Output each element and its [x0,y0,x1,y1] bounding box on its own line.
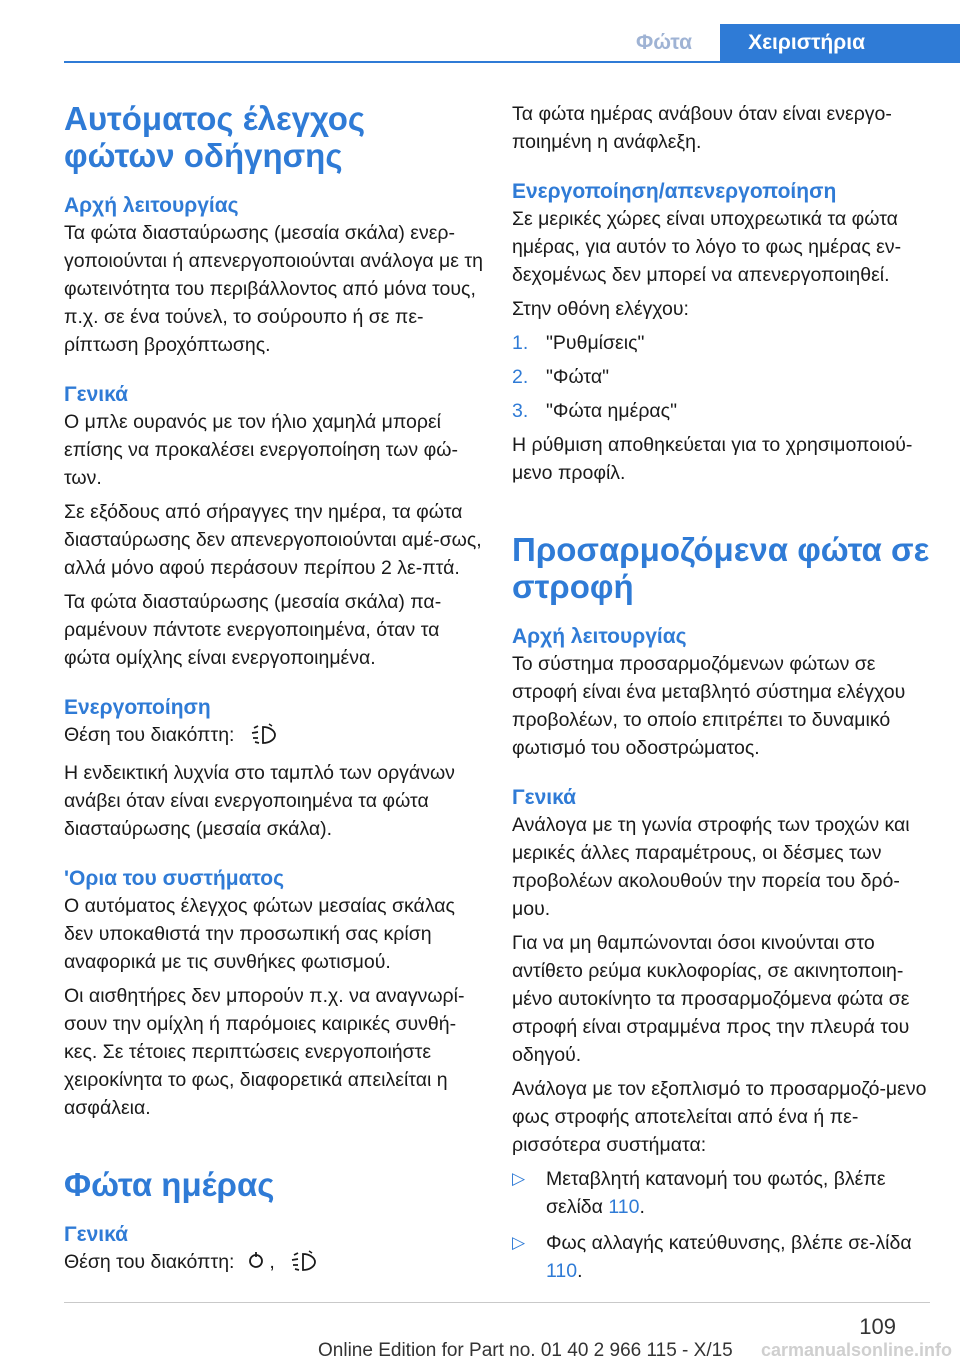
section-title-auto-lights: Αυτόματος έλεγχος φώτων οδήγησης [64,100,366,174]
auto-light-switch-icon [248,723,278,753]
list-item [512,397,932,425]
list-item-text: Φως αλλαγής κατεύθυνσης, βλέπε σε‐λίδα [546,1232,912,1254]
heading-principle: Αρχή λειτουργίας [64,194,239,217]
list-item [512,363,932,391]
paragraph: Σε εξόδους από σήραγγες την ημέρα, τα φώτα διασταύρωσης δεν απενεργοποιούνται αμέ‐σως, αλλά μόνο αφού περάσουν περίπου 2 λε‐πτά. [64,501,482,579]
paragraph: Ανάλογα με τη γωνία στροφής των τροχών και μερικές άλλες παραμέτρους, οι δέσμες των προβολέων ακολουθούν την πορεία του δρό‐μου. [512,814,910,920]
paragraph: Η ενδεικτική λυχνία στο ταμπλό των οργάνων ανάβει όταν είναι ενεργοποιημένα τα φώτα διασταύρωσης (μεσαία σκάλα). [64,762,455,840]
left-column [64,100,484,1286]
heading-system-limits: 'Ορια του συστήματος [64,867,285,890]
list-item [512,329,932,357]
switch-position-label: Θέση του διακόπτη: [64,1251,235,1273]
light-off-switch-icon [248,1250,264,1280]
paragraph: Το σύστημα προσαρμοζόμενων φώτων σε στροφή είναι ένα μεταβλητό σύστημα ελέγχου προβολέων, το οποίο επιτρέπει το δυναμικό φωτισμό του οδοστρώματος. [512,653,906,759]
list-item [512,1165,932,1221]
triangle-bullet-icon: ▷ [512,1169,526,1188]
list-item [512,1229,932,1285]
section-title-daytime-lights: Φώτα ημέρας [64,1166,275,1203]
watermark: carmanualsonline.info [760,1340,952,1360]
heading-principle: Αρχή λειτουργίας [512,625,687,648]
step-number: 1. [512,332,529,354]
edition-text: Online Edition for Part no. 01 40 2 966 115 - X/15 [318,1340,733,1361]
switch-position-label: Θέση του διακόπτη: [64,724,235,746]
switch-position-line [64,721,484,753]
step-number: 3. [512,400,529,422]
header-rule [64,61,960,63]
paragraph: Ο μπλε ουρανός με τον ήλιο χαμηλά μπορεί επίσης να προκαλέσει ενεργοποίηση των φώ‐των. [64,411,458,489]
list-item-text: Μεταβλητή κατανομή του φωτός, βλέπε σελίδα [546,1168,886,1218]
page-link[interactable]: 110 [546,1260,578,1282]
triangle-bullet-icon: ▷ [512,1233,526,1252]
heading-general: Γενικά [64,383,129,406]
tab-lights[interactable]: Φώτα [635,31,693,54]
paragraph: Στην οθόνη ελέγχου: [512,298,689,320]
heading-activation-deactivation: Ενεργοποίηση/απενεργοποίηση [512,180,837,203]
systems-list [512,1165,932,1285]
step-text: "Ρυθμίσεις" [546,332,645,354]
section-title-adaptive-lights: Προσαρμοζόμενα φώτα σε στροφή [512,531,930,605]
heading-general: Γενικά [64,1223,129,1246]
paragraph: Ο αυτόματος έλεγχος φώτων μεσαίας σκάλας δεν υποκαθιστά την προσωπική σας κρίση αναφορικά με τις συνθήκες φωτισμού. [64,895,455,973]
paragraph: Σε μερικές χώρες είναι υποχρεωτικά τα φώτα ημέρας, για αυτόν το λόγο το φως ημέρας εν‐δεχομένως δεν μπορεί να απενεργοποιηθεί. [512,208,902,286]
step-text: "Φώτα" [546,366,610,388]
paragraph: Τα φώτα διασταύρωσης (μεσαία σκάλα) ενερ‐γοποιούνται ή απενεργοποιούνται ανάλογα με τη φωτεινότητα του περιβάλλοντος από μόνα τους, π.χ. σε ένα τούνελ, το σούρουπο ή σε πε‐ρίπτωση βροχόπτωσης. [64,222,483,356]
paragraph: Η ρύθμιση αποθηκεύεται για το χρησιμοποιού‐μενο προφίλ. [512,434,913,484]
paragraph: Ανάλογα με τον εξοπλισμό το προσαρμοζό‐μενο φως στροφής αποτελείται από ένα ή πε‐ρισσότερα συστήματα: [512,1078,927,1156]
header-tabs [608,24,960,62]
steps-list [512,329,932,425]
paragraph: Οι αισθητήρες δεν μπορούν π.χ. να αναγνωρί‐σουν την ομίχλη ή παρόμοιες καιρικές συνθή‐κες. Σε τέτοιες περιπτώσεις ενεργοποιήστε χειροκίνητα το φως, διαφορετικά απειλείται η ασφάλεια. [64,985,465,1119]
heading-activation: Ενεργοποίηση [64,696,211,719]
auto-light-switch-icon [288,1250,318,1280]
right-column [512,100,932,1293]
page-number: 109 [859,1314,896,1339]
tab-controls[interactable]: Χειριστήρια [720,24,960,62]
heading-general: Γενικά [512,786,577,809]
list-item-end: . [639,1196,645,1218]
paragraph: Για να μη θαμπώνονται όσοι κινούνται στο αντίθετο ρεύμα κυκλοφορίας, σε ακινητοποιη‐μένο αυτοκίνητο τα προσαρμοζόμενα φώτα σε στροφή είναι στραμμένα προς την πλευρά του οδηγού. [512,932,910,1066]
footer-rule [64,1302,930,1303]
paragraph: Τα φώτα διασταύρωσης (μεσαία σκάλα) πα‐ραμένουν πάντοτε ενεργοποιημένα, όταν τα φώτα ομίχλης είναι ενεργοποιημένα. [64,591,442,669]
icon-separator: , [269,1251,275,1273]
step-text: "Φώτα ημέρας" [546,400,678,422]
paragraph: Τα φώτα ημέρας ανάβουν όταν είναι ενεργο‐ποιημένη η ανάφλεξη. [512,103,892,153]
page-link[interactable]: 110 [608,1196,640,1218]
switch-position-line [64,1248,484,1280]
step-number: 2. [512,366,529,388]
list-item-end: . [577,1260,583,1282]
